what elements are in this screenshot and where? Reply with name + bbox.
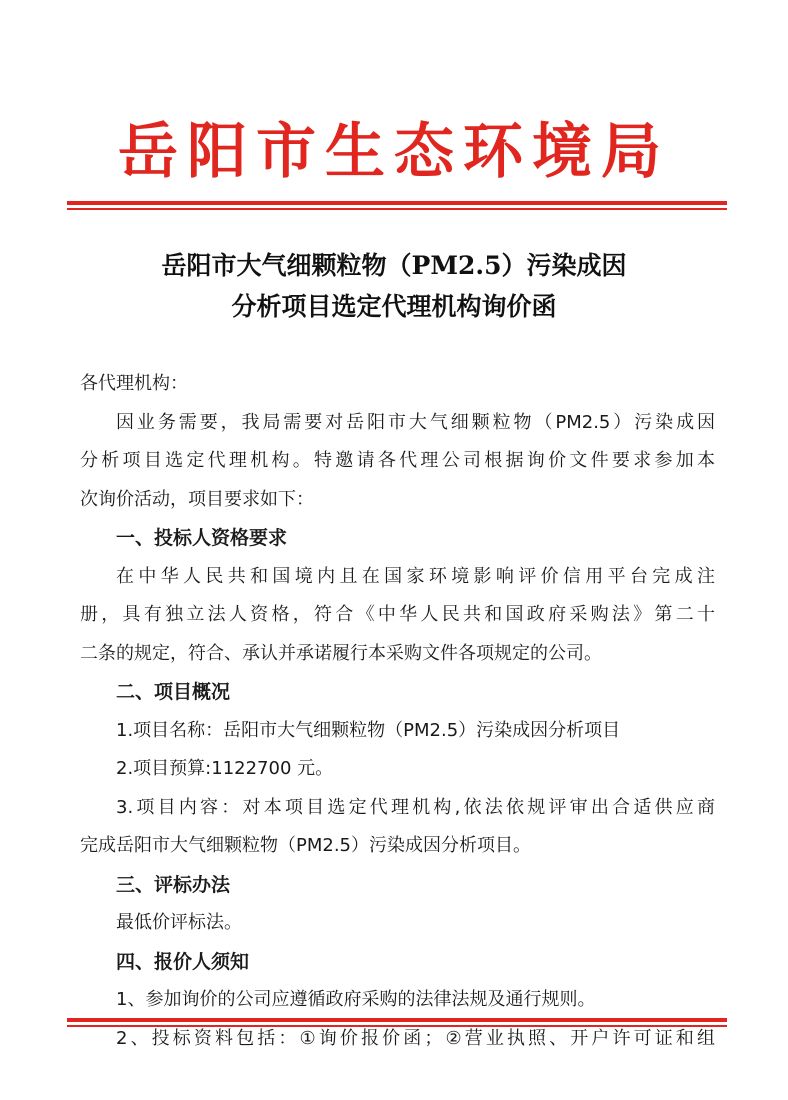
paragraph-line: 最低价评标法。: [116, 912, 242, 933]
letterhead-rule-thick: [67, 201, 727, 205]
section-heading-bidder-notice: 四、报价人须知: [116, 950, 250, 973]
section-heading-overview: 二、项目概况: [116, 681, 231, 703]
paragraph-line: 册，具有独立法人资格，符合《中华人民共和国政府采购法》第二十: [80, 604, 715, 625]
document-title-line1: 岳阳市大气细颗粒物（PM2.5）污染成因: [161, 251, 627, 280]
document-body: [80, 365, 715, 1058]
list-item: 1、参加询价的公司应遵循政府采购的法律法规及通行规则。: [116, 989, 596, 1010]
salutation: 各代理机构：: [80, 373, 188, 394]
letterhead-agency-name: 岳阳市生态环境局: [118, 117, 670, 187]
list-item: 2、投标资料包括：①询价报价函；②营业执照、开户许可证和组: [116, 1027, 715, 1049]
list-item-project-name: 1.项目名称：岳阳市大气细颗粒物（PM2.5）污染成因分析项目: [116, 719, 621, 741]
intro-line: 分析项目选定代理机构。特邀请各代理公司根据询价文件要求参加本: [80, 450, 715, 471]
paragraph-line: 在中华人民共和国境内且在国家环境影响评价信用平台完成注: [116, 565, 715, 587]
section-heading-evaluation: 三、评标办法: [116, 873, 231, 896]
list-item-budget: 2.项目预算:1122700 元。: [116, 758, 334, 779]
paragraph-line: 二条的规定，符合、承认并承诺履行本采购文件各项规定的公司。: [80, 642, 602, 664]
footer-rule-thick: [67, 1018, 727, 1022]
letterhead-rule-thin: [67, 208, 727, 210]
list-item-content-continued: 完成岳阳市大气细颗粒物（PM2.5）污染成因分析项目。: [80, 835, 532, 856]
intro-line: 次询价活动，项目要求如下：: [80, 488, 314, 510]
document-title-line2: 分析项目选定代理机构询价函: [231, 292, 557, 321]
section-heading-qualifications: 一、投标人资格要求: [116, 527, 288, 549]
list-item-content: 3.项目内容：对本项目选定代理机构,依法依规评审出合适供应商: [116, 796, 715, 818]
footer-rule-thin: [67, 1025, 727, 1027]
intro-line: 因业务需要，我局需要对岳阳市大气细颗粒物（PM2.5）污染成因: [116, 411, 715, 433]
